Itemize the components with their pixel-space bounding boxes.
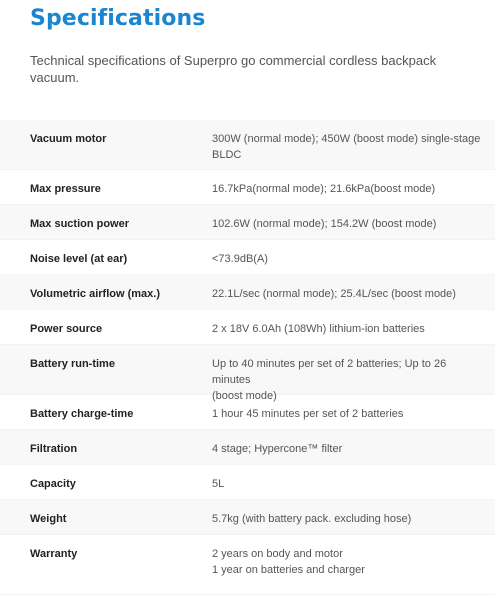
spec-label: Battery run-time bbox=[30, 358, 115, 370]
spec-value-line: 2 x 18V 6.0Ah (108Wh) lithium-ion batteries bbox=[212, 323, 425, 335]
spec-value-line: 1 year on batteries and charger bbox=[212, 564, 365, 576]
spec-label: Volumetric airflow (max.) bbox=[30, 288, 160, 300]
spec-value-line: <73.9dB(A) bbox=[212, 253, 268, 265]
spec-label: Weight bbox=[30, 513, 67, 525]
spec-value-line: 1 hour 45 minutes per set of 2 batteries bbox=[212, 408, 404, 420]
spec-label: Battery charge-time bbox=[30, 408, 134, 420]
spec-value bbox=[212, 286, 485, 309]
intro-text: Technical specifications of Superpro go commercial cordless backpack vacuum. bbox=[30, 53, 437, 85]
spec-value-line: 22.1L/sec (normal mode); 25.4L/sec (boost mode) bbox=[212, 288, 456, 300]
spec-row-volumetric-airflow bbox=[0, 275, 495, 310]
spec-table bbox=[0, 120, 495, 595]
page-title: Specifications bbox=[30, 6, 206, 31]
spec-value-line: 5.7kg (with battery pack. excluding hose) bbox=[212, 513, 412, 525]
spec-label: Noise level (at ear) bbox=[30, 253, 128, 265]
spec-value bbox=[212, 321, 485, 344]
spec-value bbox=[212, 251, 485, 274]
spec-value bbox=[212, 406, 485, 429]
spec-row-power-source bbox=[0, 310, 495, 345]
spec-row-noise-level bbox=[0, 240, 495, 275]
spec-value-line: 300W (normal mode); 450W (boost mode) single-stage bbox=[212, 133, 481, 145]
spec-value bbox=[212, 216, 485, 239]
spec-label: Capacity bbox=[30, 478, 76, 490]
spec-row-warranty bbox=[0, 535, 495, 595]
spec-row-filtration bbox=[0, 430, 495, 465]
spec-label: Max suction power bbox=[30, 218, 130, 230]
spec-label: Warranty bbox=[30, 548, 78, 560]
spec-label: Vacuum motor bbox=[30, 133, 107, 145]
spec-row-weight bbox=[0, 500, 495, 535]
spec-value bbox=[212, 511, 485, 534]
spec-value bbox=[212, 181, 485, 204]
spec-value-line: BLDC bbox=[212, 149, 242, 161]
spec-value-line: 102.6W (normal mode); 154.2W (boost mode) bbox=[212, 218, 437, 230]
spec-label: Filtration bbox=[30, 443, 78, 455]
spec-value bbox=[212, 131, 485, 169]
spec-row-max-pressure bbox=[0, 170, 495, 205]
spec-value-line: 4 stage; Hypercone™ filter bbox=[212, 443, 343, 455]
spec-value bbox=[212, 441, 485, 464]
spec-row-capacity bbox=[0, 465, 495, 500]
spec-value-line: (boost mode) bbox=[212, 390, 277, 402]
spec-value-line: 2 years on body and motor bbox=[212, 548, 343, 560]
spec-row-battery-run-time bbox=[0, 345, 495, 402]
spec-value-line: 16.7kPa(normal mode); 21.6kPa(boost mode) bbox=[212, 183, 436, 195]
spec-value-line: 5L bbox=[212, 478, 225, 490]
spec-label: Power source bbox=[30, 323, 103, 335]
spec-row-max-suction-power bbox=[0, 205, 495, 240]
spec-value-line: Up to 40 minutes per set of 2 batteries; Up to 26 minutes bbox=[212, 358, 447, 386]
spec-label: Max pressure bbox=[30, 183, 101, 195]
spec-row-vacuum-motor bbox=[0, 120, 495, 170]
spec-value bbox=[212, 546, 485, 594]
spec-value bbox=[212, 356, 485, 402]
spec-value bbox=[212, 476, 485, 499]
